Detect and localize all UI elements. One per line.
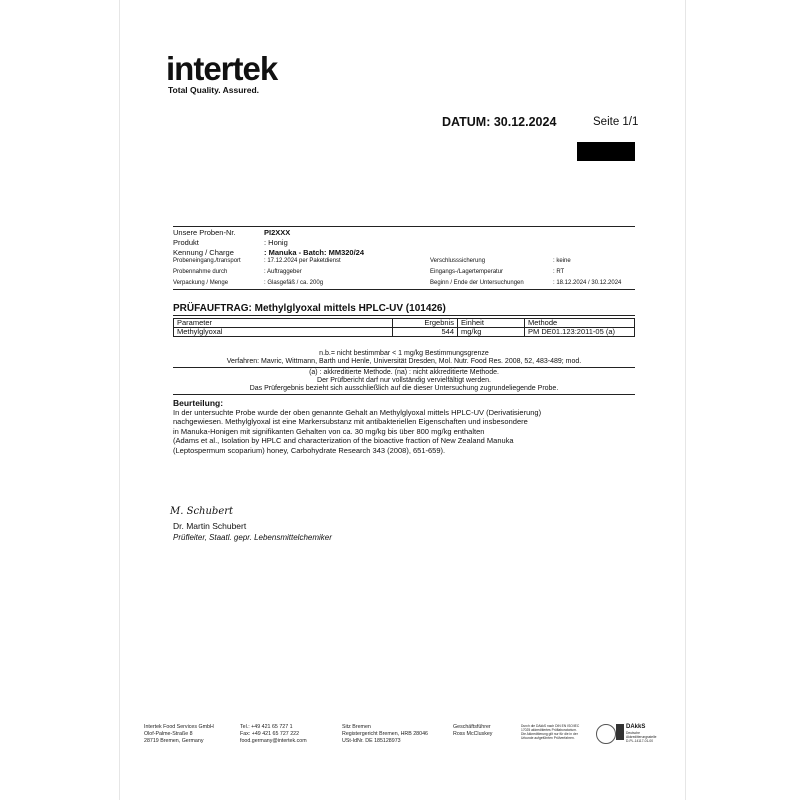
beurteilung-text xyxy=(173,408,643,455)
note-vervielfaeltigung: Der Prüfbericht darf nur vollständig vervielfältigt werden. xyxy=(317,377,491,384)
footer-register: Registergericht Bremen, HRB 28046 xyxy=(342,731,428,737)
value-proben-nr: PI2XXX xyxy=(264,228,291,237)
label-probeneingang: Probeneingang./transport xyxy=(173,258,241,264)
report-page xyxy=(119,0,686,800)
report-date: DATUM: 30.12.2024 xyxy=(442,115,557,129)
divider-top xyxy=(173,226,635,227)
signatory-role: Prüfleiter, Staatl. gepr. Lebensmittelchemiker xyxy=(173,533,332,542)
ilac-mra-seal-icon xyxy=(596,724,616,744)
footer-acc-line: Durch die DAkkS nach DIN EN ISO/IEC xyxy=(521,724,580,728)
footer-management xyxy=(453,724,492,738)
label-probennahme: Probennahme durch xyxy=(173,269,228,275)
cell-methode: PM DE01.123:2011-05 (a) xyxy=(525,328,635,337)
note-verfahren: Verfahren: Mavric, Wittmann, Barth und Henle, Universität Dresden, Mol. Nutr. Food Res. 2008, 52, 483-489; mod. xyxy=(226,358,582,365)
label-untersuchungen: Beginn / Ende der Untersuchungen xyxy=(430,280,524,286)
logo-tagline: Total Quality. Assured. xyxy=(168,85,259,95)
results-table xyxy=(173,318,635,337)
value-kennung: : Manuka - Batch: MM320/24 xyxy=(264,248,365,257)
footer-city: 28719 Bremen, Germany xyxy=(144,738,204,744)
value-probeneingang: : 17.12.2024 per Paketdienst xyxy=(264,258,341,264)
page-number: Seite 1/1 xyxy=(593,116,639,128)
note-pruefergebnis: Das Prüfergebnis bezieht sich ausschließlich auf die dieser Untersuchung zugrundeliegende Probe. xyxy=(249,385,559,392)
label-lagertemperatur: Eingangs-/Lagertemperatur xyxy=(430,269,504,275)
footer-accreditation-note xyxy=(521,724,579,740)
footer-email[interactable]: food.germany@intertek.com xyxy=(240,738,307,744)
footer-street: Olof-Palme-Straße 8 xyxy=(144,731,193,737)
notes-divider xyxy=(173,367,635,368)
footer-acc-line: Die Akkreditierung gilt nur für die in der xyxy=(521,732,578,736)
footer-registry xyxy=(342,724,428,745)
table-row xyxy=(174,328,635,337)
beurteilung-line: (Adams et al., Isolation by HPLC and characterization of the bioactive fraction of New Zealand Manuka xyxy=(173,436,514,446)
th-ergebnis: Ergebnis xyxy=(393,319,458,328)
beurteilung-line: In der untersuchte Probe wurde der oben genannte Gehalt an Methylglyoxal mittels HPLC-UV (Derivatisierung) xyxy=(173,408,542,417)
footer-company: Intertek Food Services GmbH xyxy=(144,724,214,730)
beurteilung-line: in Manuka-Honigen mit signifikanten Gehalten von ca. 30 mg/kg bis über 800 mg/kg enthalten xyxy=(173,426,485,436)
value-probennahme: : Auftraggeber xyxy=(264,269,302,275)
divider-bottom xyxy=(173,289,635,290)
footer-acc-line: 17025 akkreditiertes Prüflaboratorium. xyxy=(521,728,577,732)
note-bestimmungsgrenze: n.b.= nicht bestimmbar < 1 mg/kg Bestimmungsgrenze xyxy=(319,350,489,357)
footer-contact xyxy=(240,724,307,745)
intertek-logo: intertek xyxy=(166,50,278,87)
signatory-name: Dr. Martin Schubert xyxy=(173,521,247,531)
notes-divider-bottom xyxy=(173,394,635,395)
beurteilung-line: nachgewiesen. Methylglyoxal ist eine Markersubstanz mit antibakteriellen Eigenschaften und insbesondere xyxy=(173,417,528,427)
dakks-sub-line: Akkreditierungsstelle xyxy=(626,735,657,739)
label-proben-nr: Unsere Proben-Nr. xyxy=(173,228,236,237)
note-akkreditierung: (a) : akkreditierte Methode. (na) : nicht akkreditierte Methode. xyxy=(309,369,499,376)
cell-ergebnis: 544 xyxy=(393,328,458,337)
cell-parameter: Methylglyoxal xyxy=(174,328,393,337)
footer-address xyxy=(144,724,214,745)
th-methode: Methode xyxy=(525,319,635,328)
auftrag-underline xyxy=(173,315,635,316)
value-verpackung: : Glasgefäß / ca. 200g xyxy=(264,280,324,286)
dakks-mark-icon xyxy=(616,724,624,740)
footer-acc-line: Urkunde aufgeführten Prüfverfahren. xyxy=(521,736,575,740)
footer-sitz: Sitz Bremen xyxy=(342,724,371,730)
label-kennung: Kennung / Charge xyxy=(173,248,234,257)
handwritten-signature: M. Schubert xyxy=(170,506,234,517)
th-einheit: Einheit xyxy=(458,319,525,328)
th-parameter: Parameter xyxy=(174,319,393,328)
value-verschluss: : keine xyxy=(553,258,571,264)
pruefauftrag-title: PRÜFAUFTRAG: Methylglyoxal mittels HPLC-UV (101426) xyxy=(173,303,446,314)
footer-gf-name: Ross McCluskey xyxy=(453,731,493,737)
value-untersuchungen: : 18.12.2024 / 30.12.2024 xyxy=(553,280,622,286)
footer-gf-label: Geschäftsführer xyxy=(453,724,491,730)
dakks-sub-line: Deutsche xyxy=(626,731,640,735)
footer-tel: Tel.: +49 421 65 727 1 xyxy=(240,724,293,730)
footer-ustid: USt-IdNr. DE 185128973 xyxy=(342,738,401,744)
redaction-box xyxy=(577,142,635,161)
value-produkt: : Honig xyxy=(264,238,288,247)
dakks-label: DAkkS xyxy=(626,724,646,730)
label-verschluss: Verschlusssicherung xyxy=(430,258,486,264)
dakks-sub-line: D-PL-14117-01-00 xyxy=(626,739,654,743)
dakks-subtext xyxy=(626,731,656,743)
beurteilung-line: (Leptospermum scoparium) honey, Carbohydrate Research 343 (2008), 651-659). xyxy=(173,445,446,455)
footer-fax: Fax: +49 421 65 727 222 xyxy=(240,731,300,737)
cell-einheit: mg/kg xyxy=(458,328,525,337)
label-verpackung: Verpackung / Menge xyxy=(173,280,229,286)
label-produkt: Produkt xyxy=(173,238,199,247)
beurteilung-heading: Beurteilung: xyxy=(173,398,224,408)
value-lagertemperatur: : RT xyxy=(553,269,565,275)
